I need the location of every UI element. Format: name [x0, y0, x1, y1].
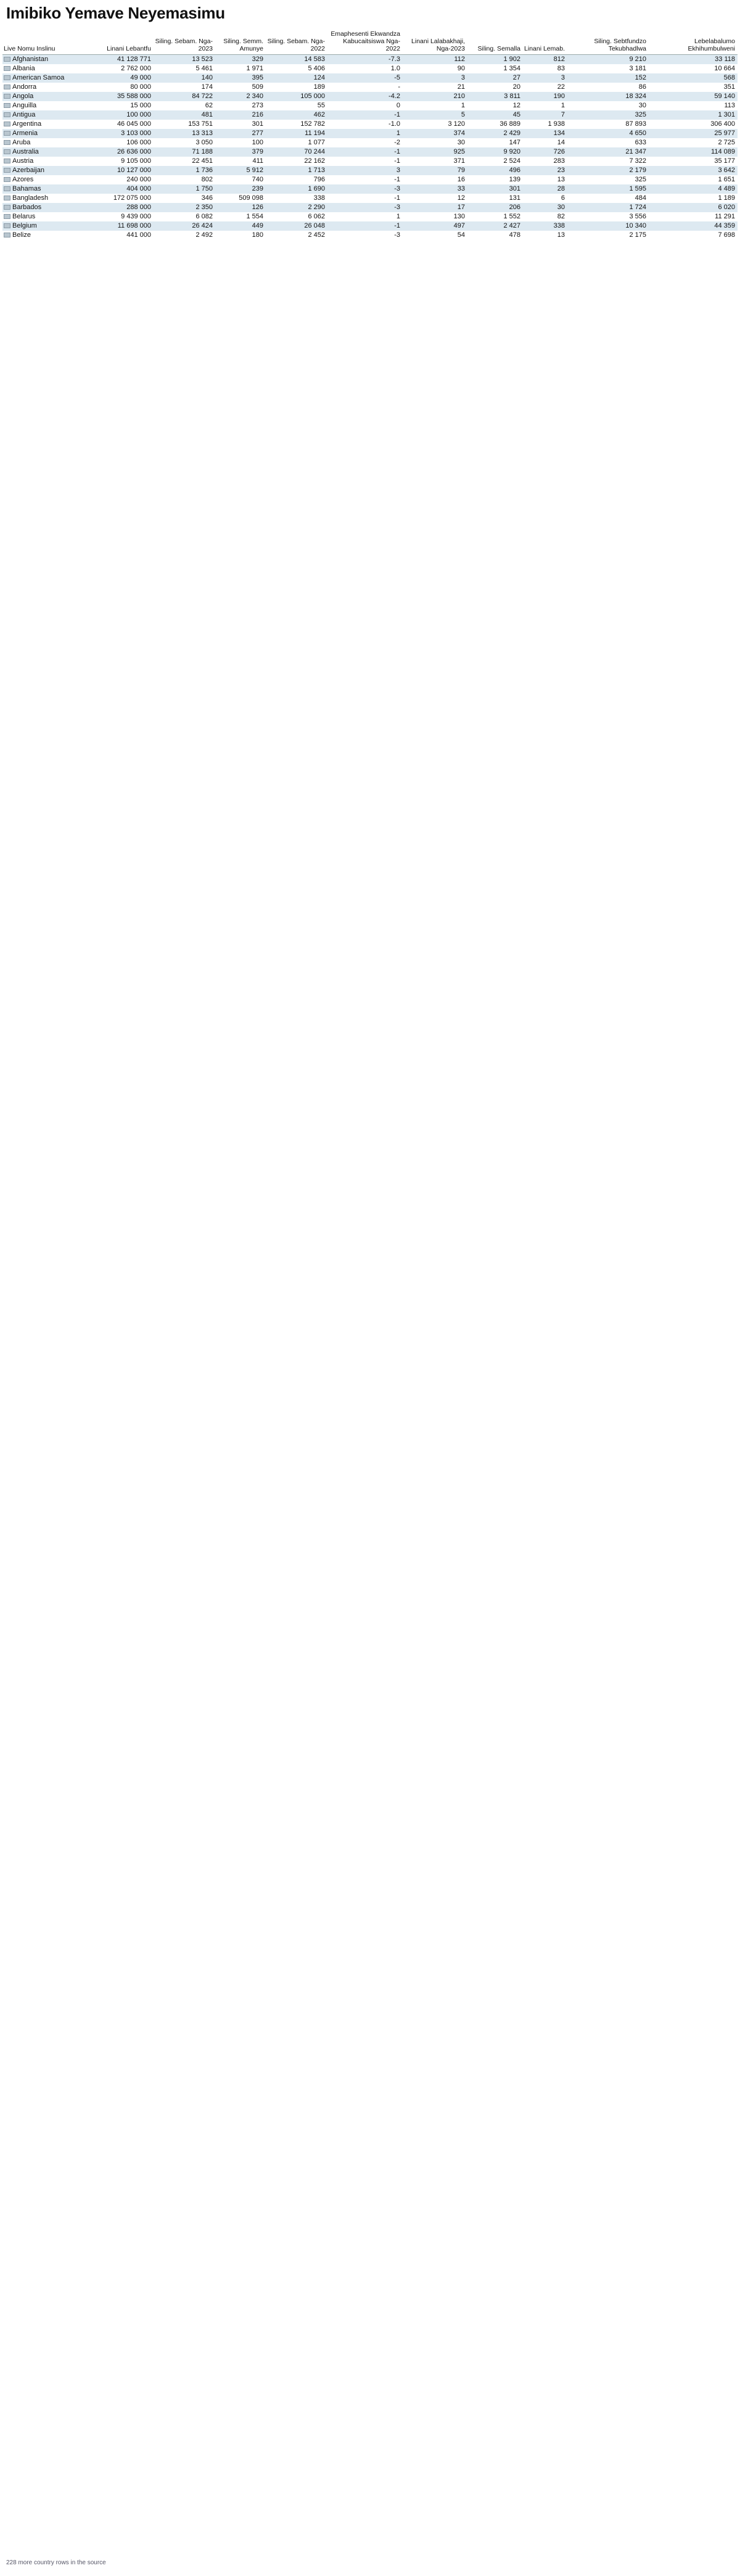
value-cell: 140	[154, 73, 215, 83]
value-cell: 13	[523, 175, 567, 184]
value-cell: 124	[266, 73, 327, 83]
value-cell: 6 020	[649, 203, 738, 212]
value-cell: 411	[215, 157, 266, 166]
value-cell: 1 552	[467, 212, 523, 221]
value-cell: 481	[154, 110, 215, 120]
value-cell: 11 291	[649, 212, 738, 221]
value-cell: -7.3	[327, 55, 403, 65]
value-cell: 5 461	[154, 64, 215, 73]
value-cell: 2 762 000	[95, 64, 154, 73]
flag-icon	[4, 177, 10, 182]
value-cell: 6 062	[266, 212, 327, 221]
value-cell: 509 098	[215, 194, 266, 203]
value-cell: 1	[327, 129, 403, 138]
value-cell: 1 690	[266, 184, 327, 194]
value-cell: -1	[327, 221, 403, 231]
country-cell	[2, 212, 95, 221]
value-cell: 206	[467, 203, 523, 212]
country-cell	[2, 101, 95, 110]
value-cell: 568	[649, 73, 738, 83]
value-cell: 71 188	[154, 147, 215, 157]
column-header: Siling. Sebam. Nga-2023	[154, 29, 215, 55]
value-cell: 740	[215, 175, 266, 184]
table-row	[2, 212, 738, 221]
value-cell: -5	[327, 73, 403, 83]
value-cell: -2	[327, 138, 403, 147]
statistics-table	[2, 29, 738, 240]
country-name: Bahamas	[12, 185, 41, 192]
value-cell: 351	[649, 83, 738, 92]
value-cell: 329	[215, 55, 266, 65]
value-cell: 14	[523, 138, 567, 147]
column-header: Linani Lemab.	[523, 29, 567, 55]
value-cell: 105 000	[266, 92, 327, 101]
value-cell: -3	[327, 184, 403, 194]
value-cell: 86	[567, 83, 649, 92]
value-cell: 441 000	[95, 231, 154, 240]
country-cell	[2, 129, 95, 138]
country-name: Barbados	[12, 204, 42, 211]
country-cell	[2, 83, 95, 92]
table-row	[2, 129, 738, 138]
value-cell: 44 359	[649, 221, 738, 231]
value-cell: 1.0	[327, 64, 403, 73]
table-row	[2, 157, 738, 166]
value-cell: 6 082	[154, 212, 215, 221]
value-cell: 3	[523, 73, 567, 83]
country-name: American Samoa	[12, 74, 65, 81]
flag-icon	[4, 131, 10, 136]
value-cell: 3 181	[567, 64, 649, 73]
country-name: Anguilla	[12, 102, 37, 109]
value-cell: 15 000	[95, 101, 154, 110]
value-cell: 812	[523, 55, 567, 65]
flag-icon	[4, 140, 10, 145]
value-cell: 497	[403, 221, 467, 231]
value-cell: 10 664	[649, 64, 738, 73]
country-cell	[2, 55, 95, 65]
value-cell: 2 290	[266, 203, 327, 212]
value-cell: 1 713	[266, 166, 327, 175]
value-cell: 2 179	[567, 166, 649, 175]
flag-icon	[4, 94, 10, 99]
value-cell: 28	[523, 184, 567, 194]
value-cell: 2 452	[266, 231, 327, 240]
value-cell: 301	[215, 120, 266, 129]
value-cell: 1 595	[567, 184, 649, 194]
flag-icon	[4, 214, 10, 219]
value-cell: 9 439 000	[95, 212, 154, 221]
value-cell: 273	[215, 101, 266, 110]
value-cell: 7	[523, 110, 567, 120]
value-cell: 30	[523, 203, 567, 212]
value-cell: 1 651	[649, 175, 738, 184]
value-cell: 90	[403, 64, 467, 73]
value-cell: 395	[215, 73, 266, 83]
table-row	[2, 147, 738, 157]
value-cell: 45	[467, 110, 523, 120]
value-cell: 802	[154, 175, 215, 184]
value-cell: 1 724	[567, 203, 649, 212]
country-name: Aruba	[12, 139, 31, 146]
value-cell: 189	[266, 83, 327, 92]
flag-icon	[4, 205, 10, 210]
flag-icon	[4, 223, 10, 228]
value-cell: 25 977	[649, 129, 738, 138]
flag-icon	[4, 149, 10, 154]
table-row	[2, 55, 738, 65]
value-cell: 4 489	[649, 184, 738, 194]
country-name: Afghanistan	[12, 56, 49, 63]
value-cell: 27	[467, 73, 523, 83]
table-row	[2, 166, 738, 175]
value-cell: 106 000	[95, 138, 154, 147]
value-cell: 496	[467, 166, 523, 175]
value-cell: 13 523	[154, 55, 215, 65]
value-cell: 2 340	[215, 92, 266, 101]
value-cell: 26 636 000	[95, 147, 154, 157]
country-cell	[2, 184, 95, 194]
value-cell: 1 902	[467, 55, 523, 65]
country-name: Albania	[12, 65, 35, 72]
value-cell: 100	[215, 138, 266, 147]
flag-icon	[4, 122, 10, 126]
value-cell: -1	[327, 157, 403, 166]
flag-icon	[4, 85, 10, 89]
value-cell: 18 324	[567, 92, 649, 101]
value-cell: 83	[523, 64, 567, 73]
value-cell: 33	[403, 184, 467, 194]
country-cell	[2, 64, 95, 73]
value-cell: 5	[403, 110, 467, 120]
flag-icon	[4, 66, 10, 71]
country-name: Antigua	[12, 111, 36, 118]
value-cell: 1 301	[649, 110, 738, 120]
value-cell: 9 210	[567, 55, 649, 65]
value-cell: 130	[403, 212, 467, 221]
flag-icon	[4, 196, 10, 200]
flag-icon	[4, 168, 10, 173]
value-cell: 70 244	[266, 147, 327, 157]
country-cell	[2, 175, 95, 184]
value-cell: 10 340	[567, 221, 649, 231]
value-cell: 17	[403, 203, 467, 212]
value-cell: 2 524	[467, 157, 523, 166]
column-header: Live Nomu Inslinu	[2, 29, 95, 55]
value-cell: 1 077	[266, 138, 327, 147]
table-row	[2, 92, 738, 101]
value-cell: 12	[403, 194, 467, 203]
value-cell: 22	[523, 83, 567, 92]
value-cell: 306 400	[649, 120, 738, 129]
value-cell: 5 406	[266, 64, 327, 73]
value-cell: 478	[467, 231, 523, 240]
value-cell: 26 048	[266, 221, 327, 231]
value-cell: 2 427	[467, 221, 523, 231]
value-cell: 404 000	[95, 184, 154, 194]
value-cell: 79	[403, 166, 467, 175]
country-name: Azores	[12, 176, 34, 183]
value-cell: 726	[523, 147, 567, 157]
value-cell: 16	[403, 175, 467, 184]
value-cell: 6	[523, 194, 567, 203]
country-cell	[2, 194, 95, 203]
value-cell: 35 588 000	[95, 92, 154, 101]
country-name: Belarus	[12, 213, 36, 220]
value-cell: -1	[327, 147, 403, 157]
value-cell: -1	[327, 175, 403, 184]
country-cell	[2, 203, 95, 212]
value-cell: 126	[215, 203, 266, 212]
flag-icon	[4, 75, 10, 80]
value-cell: 210	[403, 92, 467, 101]
value-cell: 13	[523, 231, 567, 240]
value-cell: 152	[567, 73, 649, 83]
value-cell: 301	[467, 184, 523, 194]
value-cell: 925	[403, 147, 467, 157]
value-cell: -	[327, 83, 403, 92]
value-cell: 346	[154, 194, 215, 203]
value-cell: 7 698	[649, 231, 738, 240]
table-row	[2, 184, 738, 194]
country-cell	[2, 231, 95, 240]
value-cell: 325	[567, 175, 649, 184]
value-cell: 216	[215, 110, 266, 120]
value-cell: 153 751	[154, 120, 215, 129]
value-cell: 112	[403, 55, 467, 65]
value-cell: 2 725	[649, 138, 738, 147]
value-cell: 462	[266, 110, 327, 120]
value-cell: 100 000	[95, 110, 154, 120]
value-cell: 190	[523, 92, 567, 101]
table-row	[2, 194, 738, 203]
value-cell: 10 127 000	[95, 166, 154, 175]
value-cell: 1	[403, 101, 467, 110]
country-name: Belgium	[12, 222, 37, 229]
table-row	[2, 203, 738, 212]
country-cell	[2, 73, 95, 83]
value-cell: 9 105 000	[95, 157, 154, 166]
value-cell: 449	[215, 221, 266, 231]
flag-icon	[4, 103, 10, 108]
hidden-rows-note: 228 more country rows in the source	[6, 2559, 106, 2566]
value-cell: 36 889	[467, 120, 523, 129]
value-cell: 277	[215, 129, 266, 138]
value-cell: 134	[523, 129, 567, 138]
value-cell: 59 140	[649, 92, 738, 101]
value-cell: 33 118	[649, 55, 738, 65]
value-cell: 180	[215, 231, 266, 240]
value-cell: 23	[523, 166, 567, 175]
value-cell: 114 089	[649, 147, 738, 157]
value-cell: 1 750	[154, 184, 215, 194]
value-cell: -3	[327, 231, 403, 240]
column-header: Lebelabalumo Ekhihumbulweni	[649, 29, 738, 55]
value-cell: 12	[467, 101, 523, 110]
value-cell: 172 075 000	[95, 194, 154, 203]
value-cell: 5 912	[215, 166, 266, 175]
country-cell	[2, 221, 95, 231]
table-row	[2, 120, 738, 129]
table-row	[2, 175, 738, 184]
value-cell: 174	[154, 83, 215, 92]
table-row	[2, 138, 738, 147]
value-cell: -1	[327, 194, 403, 203]
value-cell: 3 050	[154, 138, 215, 147]
value-cell: 21	[403, 83, 467, 92]
value-cell: -1.0	[327, 120, 403, 129]
value-cell: 3	[327, 166, 403, 175]
country-cell	[2, 166, 95, 175]
value-cell: 131	[467, 194, 523, 203]
value-cell: 26 424	[154, 221, 215, 231]
value-cell: -1	[327, 110, 403, 120]
value-cell: 3 642	[649, 166, 738, 175]
value-cell: 1	[327, 212, 403, 221]
table-header-row	[2, 29, 738, 55]
country-cell	[2, 120, 95, 129]
column-header: Siling. Sebam. Nga-2022	[266, 29, 327, 55]
value-cell: 379	[215, 147, 266, 157]
country-cell	[2, 92, 95, 101]
value-cell: 3 556	[567, 212, 649, 221]
country-name: Bangladesh	[12, 194, 49, 202]
value-cell: 1 189	[649, 194, 738, 203]
column-header: Linani Lebantfu	[95, 29, 154, 55]
value-cell: 484	[567, 194, 649, 203]
value-cell: 338	[523, 221, 567, 231]
value-cell: 14 583	[266, 55, 327, 65]
value-cell: 22 451	[154, 157, 215, 166]
value-cell: 3	[403, 73, 467, 83]
value-cell: 0	[327, 101, 403, 110]
page-title: Imibiko Yemave Neyemasimu	[6, 4, 225, 22]
column-header: Siling. Semm. Amunye	[215, 29, 266, 55]
country-name: Angola	[12, 93, 34, 100]
table-body	[2, 55, 738, 241]
value-cell: 2 429	[467, 129, 523, 138]
flag-icon	[4, 186, 10, 191]
value-cell: 30	[567, 101, 649, 110]
value-cell: 113	[649, 101, 738, 110]
value-cell: 13 313	[154, 129, 215, 138]
value-cell: 87 893	[567, 120, 649, 129]
value-cell: 1 938	[523, 120, 567, 129]
flag-icon	[4, 112, 10, 117]
column-header: Siling. Semalla	[467, 29, 523, 55]
value-cell: 21 347	[567, 147, 649, 157]
value-cell: 2 492	[154, 231, 215, 240]
country-cell	[2, 110, 95, 120]
value-cell: 20	[467, 83, 523, 92]
value-cell: 62	[154, 101, 215, 110]
value-cell: 80 000	[95, 83, 154, 92]
country-name: Azerbaijan	[12, 167, 44, 174]
value-cell: 11 698 000	[95, 221, 154, 231]
value-cell: 3 103 000	[95, 129, 154, 138]
value-cell: 633	[567, 138, 649, 147]
country-name: Argentina	[12, 120, 42, 128]
country-name: Australia	[12, 148, 39, 155]
value-cell: 374	[403, 129, 467, 138]
flag-icon	[4, 233, 10, 237]
value-cell: -3	[327, 203, 403, 212]
value-cell: 2 350	[154, 203, 215, 212]
country-cell	[2, 157, 95, 166]
table-row	[2, 231, 738, 240]
value-cell: 1 736	[154, 166, 215, 175]
column-header: Emaphesenti Ekwandza Kabucaitsiswa Nga-2022	[327, 29, 403, 55]
value-cell: 4 650	[567, 129, 649, 138]
country-cell	[2, 147, 95, 157]
value-cell: 3 811	[467, 92, 523, 101]
value-cell: 371	[403, 157, 467, 166]
column-header: Siling. Sebtfundzo Tekubhadlwa	[567, 29, 649, 55]
value-cell: 1 971	[215, 64, 266, 73]
value-cell: 46 045 000	[95, 120, 154, 129]
value-cell: 796	[266, 175, 327, 184]
value-cell: 41 128 771	[95, 55, 154, 65]
value-cell: 283	[523, 157, 567, 166]
flag-icon	[4, 57, 10, 62]
value-cell: 240 000	[95, 175, 154, 184]
value-cell: 2 175	[567, 231, 649, 240]
value-cell: 139	[467, 175, 523, 184]
table-row	[2, 64, 738, 73]
value-cell: -4.2	[327, 92, 403, 101]
value-cell: 55	[266, 101, 327, 110]
value-cell: 82	[523, 212, 567, 221]
table-row	[2, 110, 738, 120]
value-cell: 54	[403, 231, 467, 240]
value-cell: 30	[403, 138, 467, 147]
value-cell: 325	[567, 110, 649, 120]
value-cell: 338	[266, 194, 327, 203]
value-cell: 147	[467, 138, 523, 147]
country-cell	[2, 138, 95, 147]
value-cell: 49 000	[95, 73, 154, 83]
value-cell: 509	[215, 83, 266, 92]
value-cell: 239	[215, 184, 266, 194]
table-row	[2, 101, 738, 110]
table-row	[2, 73, 738, 83]
value-cell: 288 000	[95, 203, 154, 212]
value-cell: 11 194	[266, 129, 327, 138]
value-cell: 22 162	[266, 157, 327, 166]
country-name: Belize	[12, 231, 31, 239]
flag-icon	[4, 159, 10, 163]
value-cell: 9 920	[467, 147, 523, 157]
value-cell: 3 120	[403, 120, 467, 129]
value-cell: 1 354	[467, 64, 523, 73]
country-name: Austria	[12, 157, 34, 165]
value-cell: 1 554	[215, 212, 266, 221]
table-row	[2, 221, 738, 231]
value-cell: 1	[523, 101, 567, 110]
value-cell: 35 177	[649, 157, 738, 166]
value-cell: 7 322	[567, 157, 649, 166]
country-name: Armenia	[12, 130, 38, 137]
value-cell: 84 722	[154, 92, 215, 101]
column-header: Linani Lalabakhaji, Nga-2023	[403, 29, 467, 55]
value-cell: 152 782	[266, 120, 327, 129]
table-row	[2, 83, 738, 92]
country-name: Andorra	[12, 83, 37, 91]
